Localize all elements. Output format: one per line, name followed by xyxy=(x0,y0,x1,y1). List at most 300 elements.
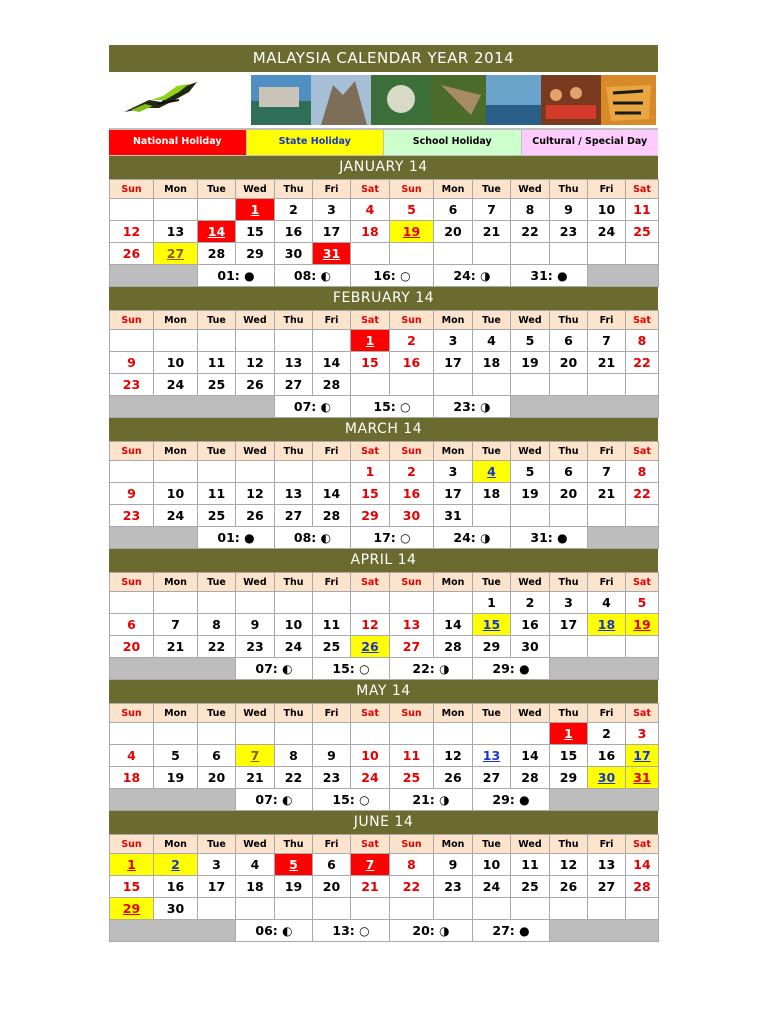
day-cell: 1 xyxy=(110,854,154,876)
full-moon-icon: ○ xyxy=(359,662,370,676)
moon-phase xyxy=(313,658,390,680)
day-cell: 22 xyxy=(198,636,236,658)
day-cell: 26 xyxy=(236,505,275,527)
day-cell: 13 xyxy=(275,483,313,505)
empty-day-cell xyxy=(275,592,313,614)
day-cell: 15 xyxy=(473,614,511,636)
moon-phase-date: 15: xyxy=(332,661,360,676)
month-title: APRIL 14 xyxy=(109,549,658,572)
weekday-label: Tue xyxy=(473,311,511,330)
week-row xyxy=(110,374,659,396)
weekday-label: Sun xyxy=(110,180,154,199)
day-cell: 12 xyxy=(434,745,473,767)
weekday-label: Fri xyxy=(313,704,351,723)
weekday-label: Fri xyxy=(588,180,626,199)
weekday-label: Thu xyxy=(550,835,588,854)
last-quarter-moon-icon: ◑ xyxy=(480,400,491,414)
weekday-label: Mon xyxy=(154,573,198,592)
first-quarter-moon-icon: ◐ xyxy=(320,400,332,414)
moon-phase xyxy=(390,789,473,811)
week-row xyxy=(110,505,659,527)
empty-day-cell xyxy=(236,898,275,920)
new-moon-icon: ● xyxy=(244,531,255,545)
day-cell: 15 xyxy=(236,221,275,243)
weekday-label: Tue xyxy=(473,835,511,854)
weekday-label: Tue xyxy=(198,311,236,330)
weekday-label: Mon xyxy=(434,442,473,461)
empty-day-cell xyxy=(154,199,198,221)
moon-phase-date: 29: xyxy=(492,792,520,807)
day-cell: 21 xyxy=(351,876,390,898)
legend-state-holiday: State Holiday xyxy=(247,130,385,155)
weekday-label: Sun xyxy=(110,311,154,330)
day-cell: 29 xyxy=(550,767,588,789)
legend xyxy=(109,129,658,156)
weekday-label: Thu xyxy=(275,442,313,461)
butterfly-image xyxy=(119,78,201,118)
week-row xyxy=(110,330,659,352)
day-cell: 20 xyxy=(550,352,588,374)
week-row xyxy=(110,636,659,658)
weekday-label: Wed xyxy=(236,835,275,854)
weekday-label: Fri xyxy=(313,573,351,592)
day-cell: 26 xyxy=(236,374,275,396)
day-cell: 3 xyxy=(198,854,236,876)
day-cell: 19 xyxy=(275,876,313,898)
month-grid xyxy=(109,179,659,287)
weekday-label: Wed xyxy=(511,311,550,330)
day-cell: 5 xyxy=(511,330,550,352)
empty-day-cell xyxy=(434,243,473,265)
day-cell: 5 xyxy=(390,199,434,221)
day-cell: 25 xyxy=(626,221,659,243)
weekday-label: Sat xyxy=(351,704,390,723)
day-cell: 10 xyxy=(275,614,313,636)
empty-day-cell xyxy=(473,505,511,527)
day-cell: 17 xyxy=(550,614,588,636)
day-cell: 13 xyxy=(588,854,626,876)
week-row xyxy=(110,723,659,745)
moon-phase xyxy=(275,396,351,418)
weekday-header-row xyxy=(110,835,659,854)
moon-phase-row xyxy=(110,396,659,418)
day-cell: 25 xyxy=(313,636,351,658)
month-title: MARCH 14 xyxy=(109,418,658,441)
moon-row-filler xyxy=(110,396,275,418)
day-cell: 2 xyxy=(275,199,313,221)
week-row xyxy=(110,352,659,374)
weekday-label: Sat xyxy=(626,704,659,723)
weekday-label: Sun xyxy=(110,835,154,854)
day-cell: 7 xyxy=(154,614,198,636)
day-cell: 16 xyxy=(154,876,198,898)
day-cell: 17 xyxy=(313,221,351,243)
new-moon-icon: ● xyxy=(244,269,255,283)
moon-phase-date: 08: xyxy=(293,530,321,545)
empty-day-cell xyxy=(313,723,351,745)
empty-day-cell xyxy=(588,898,626,920)
empty-day-cell xyxy=(198,723,236,745)
empty-day-cell xyxy=(351,723,390,745)
empty-day-cell xyxy=(588,505,626,527)
first-quarter-moon-icon: ◐ xyxy=(282,924,293,938)
day-cell: 29 xyxy=(473,636,511,658)
day-cell: 2 xyxy=(390,330,434,352)
empty-day-cell xyxy=(550,374,588,396)
months-container xyxy=(109,156,658,942)
empty-day-cell xyxy=(626,505,659,527)
moon-phase-date: 15: xyxy=(332,792,360,807)
week-row xyxy=(110,876,659,898)
weekday-label: Mon xyxy=(434,311,473,330)
week-row xyxy=(110,745,659,767)
full-moon-icon: ○ xyxy=(400,400,411,414)
day-cell: 11 xyxy=(511,854,550,876)
empty-day-cell xyxy=(154,330,198,352)
day-cell: 2 xyxy=(154,854,198,876)
day-cell: 8 xyxy=(390,854,434,876)
empty-day-cell xyxy=(511,723,550,745)
day-cell: 14 xyxy=(313,352,351,374)
day-cell: 5 xyxy=(154,745,198,767)
day-cell: 5 xyxy=(626,592,659,614)
empty-day-cell xyxy=(236,592,275,614)
empty-day-cell xyxy=(511,505,550,527)
week-row xyxy=(110,592,659,614)
month-block xyxy=(109,549,658,680)
moon-row-filler xyxy=(110,658,236,680)
day-cell: 14 xyxy=(434,614,473,636)
weekday-label: Mon xyxy=(154,311,198,330)
weekday-label: Sat xyxy=(351,835,390,854)
day-cell: 30 xyxy=(511,636,550,658)
week-row xyxy=(110,221,659,243)
day-cell: 4 xyxy=(110,745,154,767)
empty-day-cell xyxy=(110,723,154,745)
day-cell: 29 xyxy=(110,898,154,920)
weekday-label: Sun xyxy=(110,442,154,461)
moon-phase xyxy=(198,527,275,549)
weekday-label: Wed xyxy=(236,311,275,330)
day-cell: 15 xyxy=(110,876,154,898)
empty-day-cell xyxy=(275,723,313,745)
weekday-label: Thu xyxy=(275,835,313,854)
moon-phase xyxy=(236,789,313,811)
month-block xyxy=(109,287,658,418)
weekday-label: Thu xyxy=(275,573,313,592)
day-cell: 23 xyxy=(313,767,351,789)
weekday-label: Sun xyxy=(390,311,434,330)
day-cell: 19 xyxy=(390,221,434,243)
empty-day-cell xyxy=(550,636,588,658)
weekday-label: Wed xyxy=(236,573,275,592)
day-cell: 16 xyxy=(390,483,434,505)
month-title: FEBRUARY 14 xyxy=(109,287,658,310)
empty-day-cell xyxy=(351,243,390,265)
legend-cultural-special-day: Cultural / Special Day xyxy=(522,130,659,155)
empty-day-cell xyxy=(626,374,659,396)
full-moon-icon: ○ xyxy=(359,793,370,807)
day-cell: 9 xyxy=(434,854,473,876)
first-quarter-moon-icon: ◐ xyxy=(320,269,332,283)
weekday-label: Mon xyxy=(154,835,198,854)
month-grid xyxy=(109,703,659,811)
day-cell: 18 xyxy=(351,221,390,243)
last-quarter-moon-icon: ◑ xyxy=(439,662,450,676)
day-cell: 22 xyxy=(626,483,659,505)
day-cell: 1 xyxy=(236,199,275,221)
day-cell: 4 xyxy=(473,461,511,483)
first-quarter-moon-icon: ◐ xyxy=(320,531,332,545)
empty-day-cell xyxy=(351,898,390,920)
empty-day-cell xyxy=(390,723,434,745)
empty-day-cell xyxy=(154,592,198,614)
empty-day-cell xyxy=(236,723,275,745)
moon-phase xyxy=(198,265,275,287)
empty-day-cell xyxy=(550,505,588,527)
banner xyxy=(109,72,658,129)
day-cell: 28 xyxy=(198,243,236,265)
first-quarter-moon-icon: ◐ xyxy=(282,793,293,807)
day-cell: 28 xyxy=(511,767,550,789)
day-cell: 24 xyxy=(588,221,626,243)
day-cell: 18 xyxy=(110,767,154,789)
day-cell: 2 xyxy=(511,592,550,614)
day-cell: 9 xyxy=(236,614,275,636)
day-cell: 27 xyxy=(275,374,313,396)
day-cell: 8 xyxy=(275,745,313,767)
moon-phase xyxy=(473,658,550,680)
day-cell: 4 xyxy=(588,592,626,614)
day-cell: 24 xyxy=(275,636,313,658)
day-cell: 29 xyxy=(236,243,275,265)
empty-day-cell xyxy=(390,898,434,920)
day-cell: 4 xyxy=(473,330,511,352)
day-cell: 9 xyxy=(110,352,154,374)
day-cell: 1 xyxy=(351,461,390,483)
moon-phase-date: 06: xyxy=(255,923,283,938)
day-cell: 6 xyxy=(434,199,473,221)
moon-phase xyxy=(236,920,313,942)
week-row xyxy=(110,243,659,265)
full-moon-icon: ○ xyxy=(400,269,411,283)
moon-row-filler xyxy=(110,265,198,287)
day-cell: 25 xyxy=(511,876,550,898)
weekday-label: Thu xyxy=(550,442,588,461)
day-cell: 10 xyxy=(351,745,390,767)
day-cell: 30 xyxy=(275,243,313,265)
moon-phase-date: 13: xyxy=(332,923,360,938)
day-cell: 20 xyxy=(434,221,473,243)
moon-phase-row xyxy=(110,920,659,942)
moon-phase xyxy=(434,265,511,287)
empty-day-cell xyxy=(198,898,236,920)
day-cell: 21 xyxy=(236,767,275,789)
day-cell: 2 xyxy=(588,723,626,745)
legend-national-holiday: National Holiday xyxy=(109,130,247,155)
weekday-label: Mon xyxy=(434,180,473,199)
moon-phase-date: 22: xyxy=(412,661,440,676)
empty-day-cell xyxy=(511,898,550,920)
empty-day-cell xyxy=(511,374,550,396)
day-cell: 12 xyxy=(351,614,390,636)
moon-phase xyxy=(351,265,434,287)
day-cell: 23 xyxy=(550,221,588,243)
weekday-label: Fri xyxy=(588,835,626,854)
day-cell: 1 xyxy=(550,723,588,745)
day-cell: 27 xyxy=(588,876,626,898)
moon-phase xyxy=(511,527,588,549)
day-cell: 16 xyxy=(390,352,434,374)
empty-day-cell xyxy=(390,243,434,265)
weekday-label: Wed xyxy=(511,573,550,592)
empty-day-cell xyxy=(473,374,511,396)
weekday-label: Tue xyxy=(473,180,511,199)
empty-day-cell xyxy=(626,898,659,920)
moon-row-filler xyxy=(110,527,198,549)
day-cell: 3 xyxy=(626,723,659,745)
day-cell: 22 xyxy=(390,876,434,898)
day-cell: 1 xyxy=(473,592,511,614)
weekday-label: Sat xyxy=(351,442,390,461)
day-cell: 6 xyxy=(198,745,236,767)
weekday-label: Tue xyxy=(198,442,236,461)
weekday-label: Fri xyxy=(588,704,626,723)
day-cell: 9 xyxy=(110,483,154,505)
day-cell: 7 xyxy=(236,745,275,767)
new-moon-icon: ● xyxy=(557,269,568,283)
day-cell: 26 xyxy=(550,876,588,898)
moon-phase xyxy=(434,396,511,418)
month-block xyxy=(109,418,658,549)
day-cell: 12 xyxy=(236,352,275,374)
weekday-label: Tue xyxy=(198,835,236,854)
day-cell: 14 xyxy=(511,745,550,767)
day-cell: 31 xyxy=(626,767,659,789)
new-moon-icon: ● xyxy=(519,924,530,938)
day-cell: 21 xyxy=(588,352,626,374)
empty-day-cell xyxy=(550,243,588,265)
week-row xyxy=(110,461,659,483)
day-cell: 19 xyxy=(511,352,550,374)
moon-phase-date: 21: xyxy=(412,792,440,807)
empty-day-cell xyxy=(588,374,626,396)
new-moon-icon: ● xyxy=(519,793,530,807)
moon-row-filler xyxy=(550,658,659,680)
moon-phase-date: 01: xyxy=(217,268,245,283)
weekday-header-row xyxy=(110,311,659,330)
weekday-label: Tue xyxy=(473,573,511,592)
weekday-header-row xyxy=(110,442,659,461)
empty-day-cell xyxy=(351,592,390,614)
day-cell: 21 xyxy=(473,221,511,243)
day-cell: 22 xyxy=(275,767,313,789)
weekday-label: Thu xyxy=(275,311,313,330)
moon-phase-date: 23: xyxy=(453,399,481,414)
empty-day-cell xyxy=(313,898,351,920)
moon-row-filler xyxy=(511,396,659,418)
empty-day-cell xyxy=(154,461,198,483)
calendar-sheet xyxy=(109,45,658,942)
moon-phase xyxy=(390,920,473,942)
day-cell: 27 xyxy=(154,243,198,265)
moon-phase-date: 15: xyxy=(373,399,401,414)
day-cell: 9 xyxy=(313,745,351,767)
empty-day-cell xyxy=(626,636,659,658)
moon-phase-date: 07: xyxy=(255,792,283,807)
moon-phase-date: 29: xyxy=(492,661,520,676)
weekday-label: Wed xyxy=(511,442,550,461)
day-cell: 14 xyxy=(626,854,659,876)
moon-phase xyxy=(390,658,473,680)
weekday-label: Fri xyxy=(313,835,351,854)
moon-phase xyxy=(313,789,390,811)
moon-phase-date: 07: xyxy=(255,661,283,676)
month-grid xyxy=(109,441,659,549)
empty-day-cell xyxy=(275,898,313,920)
day-cell: 25 xyxy=(198,505,236,527)
day-cell: 11 xyxy=(198,352,236,374)
weekday-label: Thu xyxy=(550,704,588,723)
weekday-label: Sat xyxy=(626,835,659,854)
empty-day-cell xyxy=(198,461,236,483)
day-cell: 3 xyxy=(313,199,351,221)
empty-day-cell xyxy=(390,592,434,614)
day-cell: 29 xyxy=(351,505,390,527)
day-cell: 3 xyxy=(550,592,588,614)
empty-day-cell xyxy=(550,898,588,920)
day-cell: 26 xyxy=(434,767,473,789)
weekday-label: Mon xyxy=(154,704,198,723)
new-moon-icon: ● xyxy=(519,662,530,676)
weekday-label: Sat xyxy=(351,311,390,330)
weekday-label: Fri xyxy=(588,573,626,592)
last-quarter-moon-icon: ◑ xyxy=(439,793,450,807)
day-cell: 8 xyxy=(511,199,550,221)
day-cell: 6 xyxy=(550,330,588,352)
empty-day-cell xyxy=(198,330,236,352)
moon-phase xyxy=(275,265,351,287)
day-cell: 19 xyxy=(511,483,550,505)
week-row xyxy=(110,614,659,636)
day-cell: 7 xyxy=(473,199,511,221)
day-cell: 10 xyxy=(588,199,626,221)
moon-phase xyxy=(275,527,351,549)
day-cell: 24 xyxy=(154,374,198,396)
day-cell: 24 xyxy=(154,505,198,527)
weekday-label: Thu xyxy=(550,311,588,330)
empty-day-cell xyxy=(434,592,473,614)
day-cell: 15 xyxy=(550,745,588,767)
weekday-label: Mon xyxy=(434,835,473,854)
day-cell: 23 xyxy=(110,505,154,527)
day-cell: 14 xyxy=(313,483,351,505)
moon-row-filler xyxy=(110,920,236,942)
day-cell: 22 xyxy=(626,352,659,374)
empty-day-cell xyxy=(313,330,351,352)
moon-row-filler xyxy=(550,920,659,942)
weekday-label: Wed xyxy=(236,442,275,461)
day-cell: 20 xyxy=(110,636,154,658)
last-quarter-moon-icon: ◑ xyxy=(480,531,491,545)
moon-phase-date: 07: xyxy=(293,399,321,414)
moon-phase-date: 31: xyxy=(530,268,558,283)
day-cell: 16 xyxy=(275,221,313,243)
week-row xyxy=(110,199,659,221)
day-cell: 23 xyxy=(236,636,275,658)
moon-phase-row xyxy=(110,527,659,549)
weekday-label: Sat xyxy=(626,180,659,199)
